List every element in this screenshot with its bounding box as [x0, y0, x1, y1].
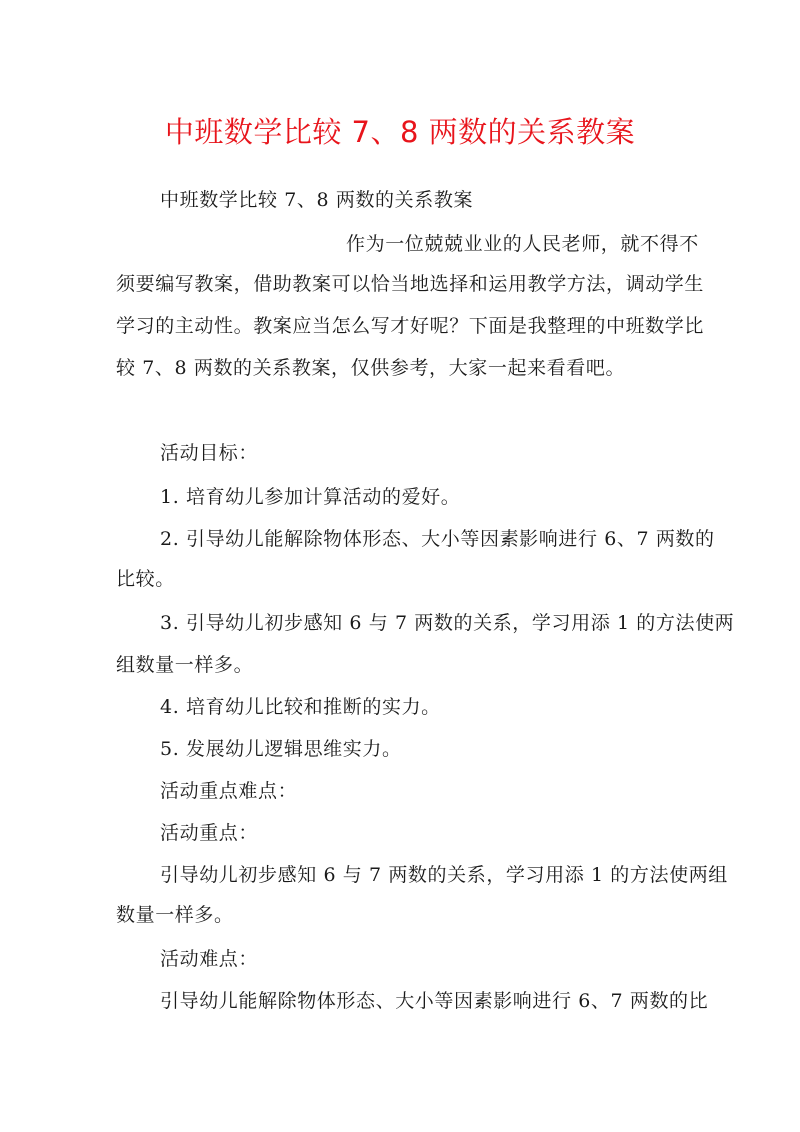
- intro-line-1: 作为一位兢兢业业的人民老师，就不得不: [346, 233, 699, 255]
- document-title: 中班数学比较 7、8 两数的关系教案: [164, 115, 636, 149]
- goals-heading: 活动目标：: [160, 442, 259, 464]
- focus-heading: 活动重点难点：: [160, 780, 298, 802]
- goal-item-3-continued: 组数量一样多。: [116, 654, 254, 676]
- document-subtitle: 中班数学比较 7、8 两数的关系教案: [160, 189, 474, 211]
- goal-item-2: 2. 引导幼儿能解除物体形态、大小等因素影响进行 6、7 两数的: [160, 528, 715, 550]
- goal-item-1: 1. 培育幼儿参加计算活动的爱好。: [160, 486, 461, 508]
- difficulty-heading: 活动难点：: [160, 948, 259, 970]
- key-point-line-2: 数量一样多。: [116, 904, 234, 926]
- goal-item-3: 3. 引导幼儿初步感知 6 与 7 两数的关系，学习用添 1 的方法使两: [160, 612, 735, 634]
- goal-item-2-continued: 比较。: [116, 568, 175, 590]
- intro-line-3: 学习的主动性。教案应当怎么写才好呢？下面是我整理的中班数学比: [116, 315, 705, 337]
- goal-item-5: 5. 发展幼儿逻辑思维实力。: [160, 738, 402, 760]
- key-points-heading: 活动重点：: [160, 822, 259, 844]
- key-point-line-1: 引导幼儿初步感知 6 与 7 两数的关系，学习用添 1 的方法使两组: [160, 864, 728, 886]
- difficulty-line-1: 引导幼儿能解除物体形态、大小等因素影响进行 6、7 两数的比: [160, 990, 709, 1012]
- intro-line-4: 较 7、8 两数的关系教案，仅供参考，大家一起来看看吧。: [116, 357, 626, 379]
- intro-line-2: 须要编写教案，借助教案可以恰当地选择和运用教学方法，调动学生: [116, 273, 705, 295]
- goal-item-4: 4. 培育幼儿比较和推断的实力。: [160, 696, 441, 718]
